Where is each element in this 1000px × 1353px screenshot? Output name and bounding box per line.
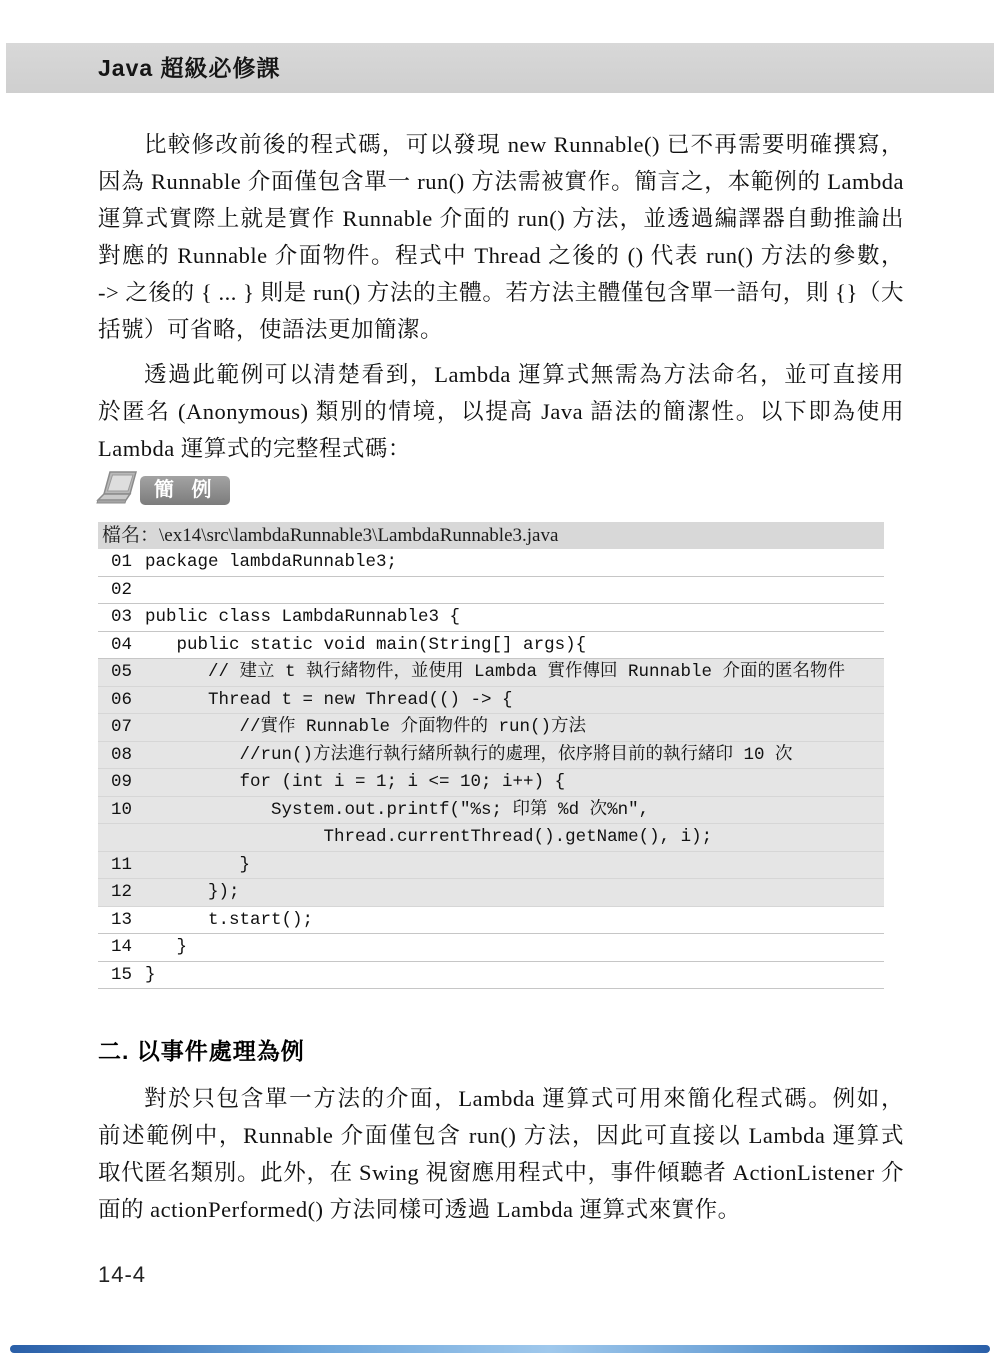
paragraph-2 [98, 356, 904, 467]
line-number: 13 [111, 909, 133, 930]
code-line [98, 742, 884, 770]
code-line [98, 604, 884, 632]
line-number: 12 [111, 882, 133, 902]
book-title: Java 超級必修課 [98, 55, 281, 81]
bottom-decoration-bar [10, 1345, 990, 1353]
line-number: 11 [111, 854, 133, 875]
line-text: } [145, 854, 251, 875]
text-line: Lambda 運算式的完整程式碼： [98, 436, 411, 461]
text-line: 取代匿名類別。此外，在 Swing 視窗應用程式中，事件傾聽者 ActionListener 介 [98, 1160, 904, 1185]
line-number: 06 [111, 689, 133, 710]
line-text: t.start(); [145, 909, 314, 930]
paragraph-3 [98, 1080, 904, 1228]
code-listing [98, 522, 884, 989]
text-line: 比較修改前後的程式碼，可以發現 new Runnable() 已不再需要明確撰寫， [144, 132, 904, 157]
line-text: } [145, 964, 156, 985]
line-text: public class LambdaRunnable3 { [145, 607, 461, 627]
code-line [98, 769, 884, 797]
code-line [98, 632, 884, 660]
text-line: -> 之後的 { ... } 則是 run() 方法的主體。若方法主體僅包含單一語句，則 {}（大 [98, 280, 905, 305]
text-line: 括號）可省略，使語法更加簡潔。 [98, 317, 444, 342]
code-filename-bar [98, 522, 884, 549]
code-line [98, 577, 884, 605]
code-line [98, 962, 884, 990]
line-number: 05 [111, 662, 133, 682]
line-text: public static void main(String[] args){ [145, 634, 587, 655]
line-number: 02 [111, 579, 133, 600]
line-number: 10 [111, 799, 133, 820]
text-line: 對應的 Runnable 介面物件。程式中 Thread 之後的 () 代表 run() 方法的參數， [98, 243, 904, 268]
code-line [98, 549, 884, 577]
example-label [96, 470, 230, 514]
line-number: 04 [111, 634, 133, 655]
code-line [98, 824, 884, 852]
code-filename: 檔名：\ex14\src\lambdaRunnable3\LambdaRunnable3.java [102, 525, 559, 546]
line-text: package lambdaRunnable3; [145, 552, 398, 572]
line-text: //實作 Runnable 介面物件的 run()方法 [145, 717, 587, 737]
line-text: System.out.printf("%s; 印第 %d 次%n", [145, 799, 650, 820]
page-header [6, 43, 994, 93]
line-text: for (int i = 1; i <= 10; i++) { [145, 772, 566, 792]
line-text: } [145, 937, 188, 957]
code-line [98, 797, 884, 825]
text-line: 面的 actionPerformed() 方法同樣可透過 Lambda 運算式來實作。 [98, 1197, 741, 1222]
line-text: }); [145, 882, 240, 902]
section-heading: 二. 以事件處理為例 [98, 1038, 305, 1064]
code-line [98, 687, 884, 715]
example-badge: 簡 例 [140, 476, 230, 505]
code-line [98, 879, 884, 907]
line-text: //run()方法進行執行緒所執行的處理，依序將目前的執行緒印 10 次 [145, 744, 793, 765]
line-text: Thread t = new Thread(() -> { [145, 689, 513, 710]
text-line: 於匿名 (Anonymous) 類別的情境，以提高 Java 語法的簡潔性。以下即為使用 [98, 399, 904, 424]
paragraph-1 [98, 126, 904, 348]
line-text: // 建立 t 執行緒物件，並使用 Lambda 實作傳回 Runnable 介面的匿名物件 [145, 662, 846, 682]
laptop-icon [96, 470, 146, 512]
line-number: 15 [111, 964, 133, 985]
code-line [98, 907, 884, 935]
code-line [98, 659, 884, 687]
code-line [98, 852, 884, 880]
line-number: 03 [111, 607, 133, 627]
text-line: 對於只包含單一方法的介面，Lambda 運算式可用來簡化程式碼。例如， [144, 1086, 904, 1111]
page-number: 14-4 [98, 1262, 147, 1287]
line-number: 01 [111, 552, 133, 572]
line-number: 09 [111, 772, 133, 792]
line-number: 08 [111, 744, 133, 765]
code-line [98, 934, 884, 962]
text-line: 透過此範例可以清楚看到，Lambda 運算式無需為方法命名，並可直接用 [144, 362, 904, 387]
line-number: 07 [111, 717, 133, 737]
line-text: Thread.currentThread().getName(), i); [145, 827, 713, 847]
line-number: 14 [111, 937, 133, 957]
text-line: 運算式實際上就是實作 Runnable 介面的 run() 方法，並透過編譯器自動推論出 [98, 206, 904, 231]
code-line [98, 714, 884, 742]
text-line: 前述範例中，Runnable 介面僅包含 run() 方法，因此可直接以 Lambda 運算式 [98, 1123, 904, 1148]
text-line: 因為 Runnable 介面僅包含單一 run() 方法需被實作。簡言之，本範例的 Lambda [98, 169, 904, 194]
